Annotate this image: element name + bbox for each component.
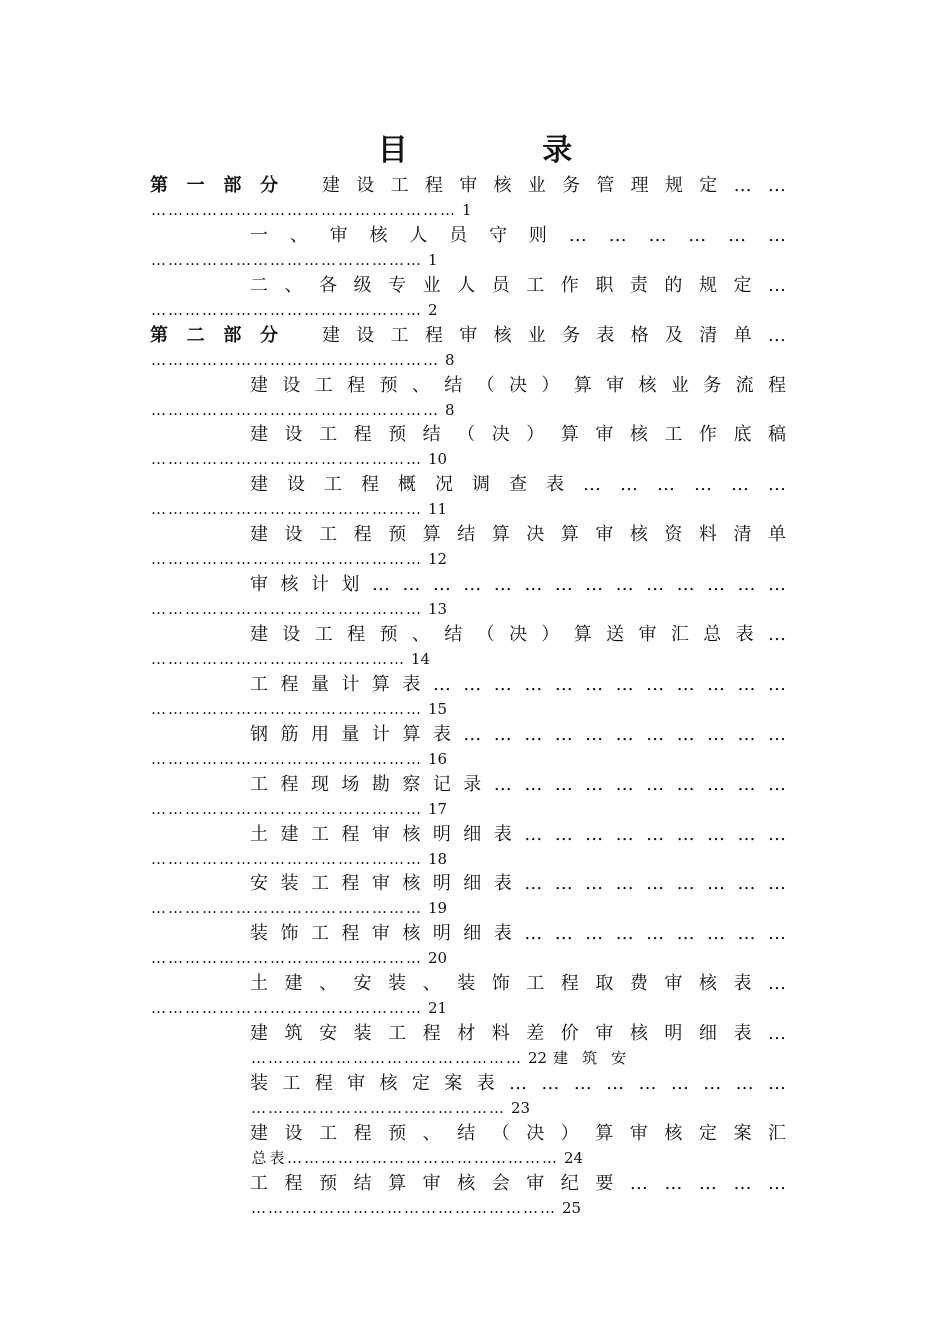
- toc-entry-line1: [150, 871, 786, 896]
- toc-entry-leader-page: [150, 248, 786, 273]
- toc-page-number: … … … … … … … … … … … … … … … … 21: [151, 999, 448, 1018]
- toc-entry-leader-page: [150, 647, 786, 672]
- toc-entry[interactable]: [150, 672, 786, 722]
- toc-entry[interactable]: [150, 722, 786, 772]
- toc-entry-title: 工 程 预 结 算 审 核 会 审 纪 要 … … … … …: [250, 1172, 786, 1194]
- toc-entry[interactable]: [150, 822, 786, 872]
- toc-section-label: 第 一 部 分: [150, 175, 278, 196]
- toc-entry-leader-page: [150, 298, 786, 323]
- toc-entry-leader-page: [150, 497, 786, 522]
- toc-entry-line1: [150, 273, 786, 298]
- toc-entry-leader-page: [150, 697, 786, 722]
- page-title: 目 录: [377, 133, 635, 168]
- toc-entry-line1: [150, 572, 786, 597]
- toc-entry-leader-page: [150, 797, 786, 822]
- toc-entry-title: 建 设 工 程 预 、 结 （ 决 ） 算 送 审 汇 总 表 …: [250, 624, 786, 646]
- toc-page-number: … … … … … … … … … … … … … … … … 13: [151, 600, 448, 619]
- toc-entry-title: 建 设 工 程 预 、 结 （ 决 ） 算 审 核 定 案 汇: [250, 1122, 786, 1144]
- toc-entry[interactable]: [150, 422, 786, 472]
- toc-entry-line1: [150, 772, 786, 797]
- toc-entry-line1: [150, 373, 786, 398]
- toc-entry-leader-page: [150, 398, 786, 423]
- toc-page-number: … … … … … … … … … … … … … … … … 1: [151, 250, 438, 269]
- toc-entry-leader-page: [150, 547, 786, 572]
- toc-entry-title: 建 设 工 程 概 况 调 查 表 … … … … … …: [250, 474, 786, 496]
- toc-entry-leader-page: [150, 896, 786, 921]
- toc-page-number: … … … … … … … … … … … … … … … … 16: [151, 749, 448, 768]
- toc-entry-line1: [150, 622, 786, 647]
- toc-entry-title: 工 程 现 场 勘 察 记 录 … … … … … … … … … …: [250, 773, 786, 795]
- toc-page-number: … … … … … … … … … … … … … … … … … 8: [151, 350, 455, 369]
- toc-entry[interactable]: [150, 522, 786, 572]
- toc-page-number: … … … … … … … … … … … … … … … … 22 建筑安: [251, 1049, 641, 1068]
- toc-entry-leader-page: [150, 597, 786, 622]
- toc-entry[interactable]: [150, 1171, 786, 1221]
- toc-entry-line1: [150, 323, 786, 348]
- toc-entry-leader-page: [150, 1046, 786, 1071]
- toc-entry-title: 建 设 工 程 审 核 业 务 表 格 及 清 单 …: [322, 324, 786, 346]
- toc-entry[interactable]: [150, 572, 786, 622]
- toc-page-number: … … … … … … … … … … … … … … … … 17: [151, 799, 448, 818]
- toc-entry-leader-page: [150, 946, 786, 971]
- toc-entry-leader-page: [150, 1196, 786, 1221]
- toc-entry-title: 钢 筋 用 量 计 算 表 … … … … … … … … … … …: [250, 723, 786, 745]
- toc-page-number: … … … … … … … … … … … … … … … … 20: [151, 949, 448, 968]
- toc-entry-title: 装 工 程 审 核 定 案 表 … … … … … … … … …: [250, 1073, 786, 1095]
- toc-entry[interactable]: [150, 173, 786, 223]
- toc-page-number: … … … … … … … … … … … … … … … … 15: [151, 699, 448, 718]
- toc-entry[interactable]: [150, 323, 786, 373]
- toc-page-number: … … … … … … … … … … … … … … … … 2: [151, 300, 438, 319]
- toc-entry-leader-page: [150, 1096, 786, 1121]
- toc-entry-title: 建 设 工 程 预 、 结 （ 决 ） 算 审 核 业 务 流 程: [250, 374, 786, 396]
- toc-entry-title: 土 建 、 安 装 、 装 饰 工 程 取 费 审 核 表 …: [250, 973, 786, 995]
- toc-entry-title: 审 核 计 划 … … … … … … … … … … … … … …: [250, 574, 786, 596]
- toc-entry-line1: [150, 1071, 786, 1096]
- toc-page-number: … … … … … … … … … … … … … … … … 19: [151, 899, 448, 918]
- toc-entry[interactable]: [150, 223, 786, 273]
- toc-entry-line1: [150, 1171, 786, 1196]
- toc-entry-title: 建 设 工 程 预 结 （ 决 ） 算 审 核 工 作 底 稿: [250, 424, 786, 446]
- toc-page-number: … … … … … … … … … … … … … … … … 11: [151, 500, 448, 519]
- toc-entry-line1: [150, 422, 786, 447]
- toc-entry-line1: [150, 971, 786, 996]
- toc-entry[interactable]: [150, 871, 786, 921]
- toc-entry-title: 建 筑 安 装 工 程 材 料 差 价 审 核 明 细 表 …: [250, 1023, 786, 1045]
- toc-entry-line1: [150, 472, 786, 497]
- toc-page-number: … … … … … … … … … … … … … … … 23: [251, 1099, 531, 1118]
- toc-entry-leader-page: [150, 348, 786, 373]
- toc-page-number: … … … … … … … … … … … … … … … … 12: [151, 550, 448, 569]
- toc-page-number: … … … … … … … … … … … … … … … … 10: [151, 450, 448, 469]
- toc-entry-leader-page: [150, 847, 786, 872]
- toc-entry[interactable]: [150, 373, 786, 423]
- toc-entry-leader-page: [150, 747, 786, 772]
- toc-page-number: … … … … … … … … … … … … … … … … … … 1: [151, 201, 472, 219]
- toc-entry[interactable]: [150, 1021, 786, 1071]
- table-of-contents: [150, 173, 786, 1221]
- toc-section-label: 第 二 部 分: [150, 324, 278, 346]
- toc-entry-title: 建 设 工 程 审 核 业 务 管 理 规 定 … …: [322, 175, 786, 196]
- toc-entry-line1: [150, 522, 786, 547]
- toc-entry-line1: [150, 722, 786, 747]
- toc-page-number: … … … … … … … … … … … … … … … … … … 25: [251, 1198, 582, 1217]
- toc-entry-leader-page: [150, 1146, 786, 1171]
- toc-entry[interactable]: [150, 1071, 786, 1121]
- toc-entry-title: 一 、 审 核 人 员 守 则 … … … … … …: [250, 224, 786, 246]
- toc-entry-line1: [150, 1121, 786, 1146]
- toc-entry[interactable]: [150, 472, 786, 522]
- toc-entry-line1: [150, 173, 786, 198]
- toc-entry-title: 工 程 量 计 算 表 … … … … … … … … … … … …: [250, 673, 786, 695]
- toc-entry[interactable]: [150, 622, 786, 672]
- toc-entry-title: 二 、 各 级 专 业 人 员 工 作 职 责 的 规 定 …: [250, 274, 786, 296]
- toc-entry-line1: [150, 223, 786, 248]
- toc-entry-line1: [150, 921, 786, 946]
- toc-entry-leader-page: [150, 996, 786, 1021]
- toc-entry[interactable]: [150, 971, 786, 1021]
- toc-entry-leader-page: [150, 447, 786, 472]
- toc-page-number: … … … … … … … … … … … … … … … … … 8: [151, 400, 455, 419]
- toc-page-number: … … … … … … … … … … … … … … … 14: [151, 650, 431, 669]
- toc-entry-title: 装 饰 工 程 审 核 明 细 表 … … … … … … … … …: [250, 923, 786, 945]
- toc-page-number: 总 表 … … … … … … … … … … … … … … … … 24: [251, 1148, 584, 1167]
- toc-entry-title: 建 设 工 程 预 算 结 算 决 算 审 核 资 料 清 单: [250, 524, 786, 546]
- toc-entry[interactable]: [150, 772, 786, 822]
- toc-entry[interactable]: [150, 1121, 786, 1171]
- toc-entry-line1: [150, 822, 786, 847]
- toc-entry[interactable]: [150, 921, 786, 971]
- toc-entry-title: 安 装 工 程 审 核 明 细 表 … … … … … … … … …: [250, 873, 786, 895]
- toc-entry-line1: [150, 672, 786, 697]
- toc-entry-line1: [150, 1021, 786, 1046]
- toc-page-number: … … … … … … … … … … … … … … … … 18: [151, 849, 448, 868]
- toc-entry-leader-page: [150, 198, 786, 223]
- toc-entry[interactable]: [150, 273, 786, 323]
- toc-entry-title: 土 建 工 程 审 核 明 细 表 … … … … … … … … …: [250, 823, 786, 845]
